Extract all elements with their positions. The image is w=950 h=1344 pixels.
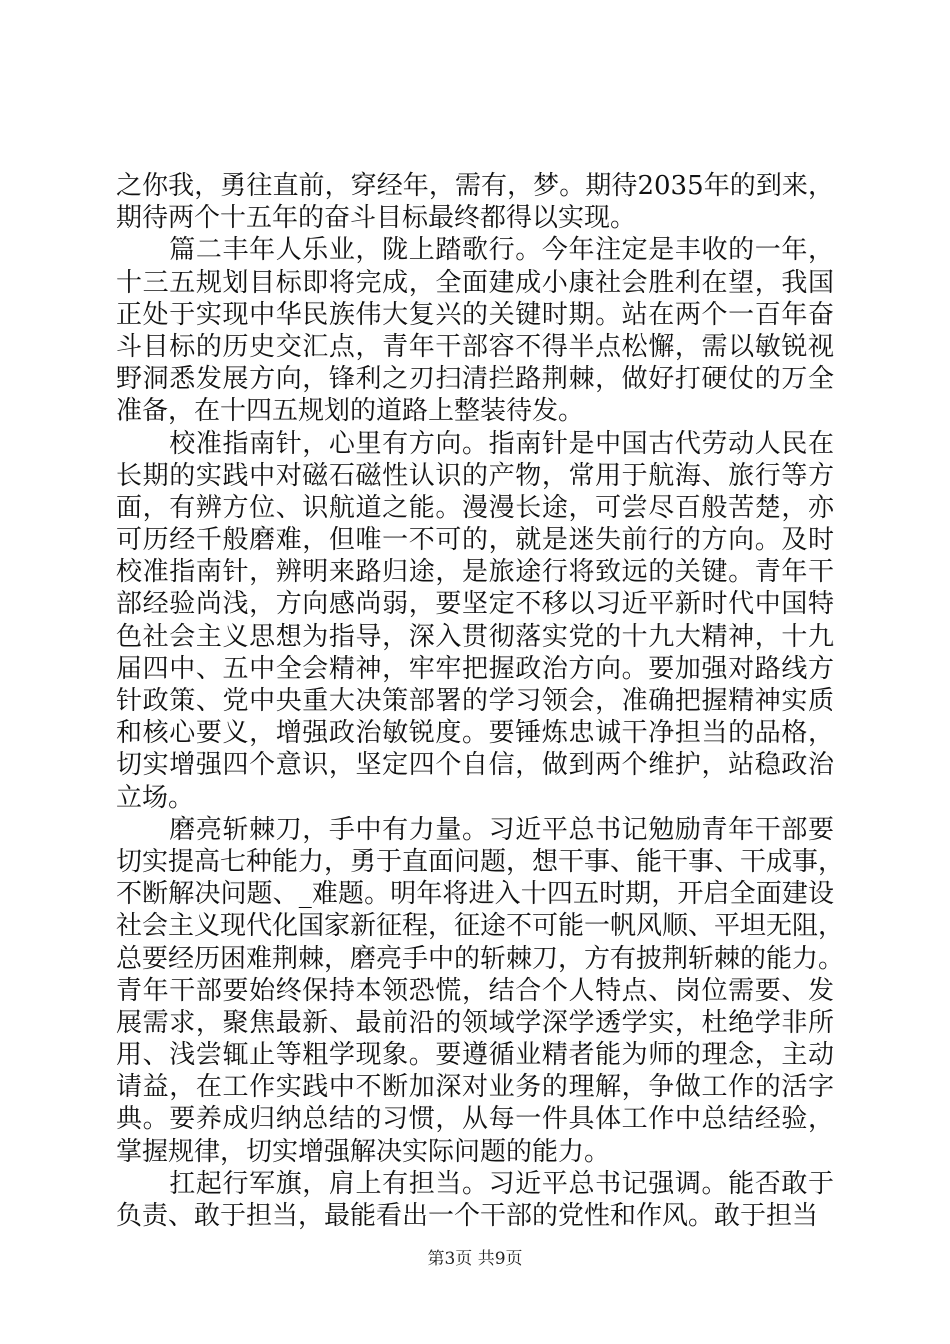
- text-line: 部经验尚浅，方向感尚弱，要坚定不移以习近平新时代中国特: [116, 589, 834, 620]
- page-footer: 第3页 共9页: [427, 1249, 523, 1269]
- text-line: 总要经历困难荆棘，磨亮手中的斩棘刀，方有披荆斩棘的能力。: [116, 943, 845, 974]
- paragraph: [116, 814, 845, 1168]
- text-line: 青年干部要始终保持本领恐慌，结合个人特点、岗位需要、发: [116, 975, 834, 1006]
- paragraph: [116, 234, 834, 427]
- text-line: 立场。: [116, 782, 195, 813]
- text-line: 之你我，勇往直前，穿经年，需有，梦。期待2035年的到来，: [116, 171, 834, 201]
- text-line: 磨亮斩棘刀，手中有力量。习近平总书记勉励青年干部要: [116, 814, 834, 845]
- text-line: 色社会主义思想为指导，深入贯彻落实党的十九大精神，十九: [116, 621, 834, 652]
- text-line: 届四中、五中全会精神，牢牢把握政治方向。要加强对路线方: [116, 653, 834, 684]
- text-line: 面，有辨方位、识航道之能。漫漫长途，可尝尽百般苦楚，亦: [116, 492, 834, 523]
- text-line: 可历经千般磨难，但唯一不可的，就是迷失前行的方向。及时: [116, 525, 834, 556]
- document-body: [116, 170, 845, 1232]
- paragraph: [116, 428, 834, 814]
- text-line: 用、浅尝辄止等粗学现象。要遵循业精者能为师的理念，主动: [116, 1040, 834, 1071]
- text-line: 野洞悉发展方向，锋利之刃扫清拦路荆棘，做好打硬仗的万全: [116, 364, 834, 395]
- text-line: 针政策、党中央重大决策部署的学习领会，准确把握精神实质: [116, 686, 834, 716]
- text-line: 准备，在十四五规划的道路上整装待发。: [116, 396, 585, 427]
- text-line: 校准指南针，心里有方向。指南针是中国古代劳动人民在: [116, 428, 834, 459]
- text-line: 典。要养成归纳总结的习惯，从每一件具体工作中总结经验，: [116, 1104, 834, 1135]
- text-line: 请益，在工作实践中不断加深对业务的理解，争做工作的活字: [116, 1072, 834, 1103]
- text-line: 社会主义现代化国家新征程，征途不可能一帆风顺、平坦无阻，: [116, 911, 845, 942]
- text-line: 负责、敢于担当，最能看出一个干部的党性和作风。敢于担当: [116, 1201, 819, 1231]
- text-line: 掌握规律，切实增强解决实际问题的能力。: [116, 1136, 611, 1167]
- paragraph: [116, 170, 834, 234]
- text-line: 期待两个十五年的奋斗目标最终都得以实现。: [116, 203, 637, 234]
- paragraph: [116, 1168, 834, 1232]
- text-line: 正处于实现中华民族伟大复兴的关键时期。站在两个一百年奋: [116, 299, 834, 330]
- text-line: 切实提高七种能力，勇于直面问题，想干事、能干事、干成事，: [116, 846, 845, 877]
- text-line: 斗目标的历史交汇点，青年干部容不得半点松懈，需以敏锐视: [116, 331, 834, 362]
- text-line: 长期的实践中对磁石磁性认识的产物，常用于航海、旅行等方: [116, 460, 834, 491]
- text-line: 展需求，聚焦最新、最前沿的领域学深学透学实，杜绝学非所: [116, 1007, 834, 1038]
- text-line: 和核心要义，增强政治敏锐度。要锤炼忠诚干净担当的品格，: [116, 718, 834, 749]
- text-line: 不断解决问题、_难题。明年将进入十四五时期，开启全面建设: [116, 879, 834, 910]
- text-line: 校准指南针，辨明来路归途，是旅途行将致远的关键。青年干: [116, 557, 834, 588]
- text-line: 篇二丰年人乐业，陇上踏歌行。今年注定是丰收的一年，: [116, 235, 834, 266]
- text-line: 扛起行军旗，肩上有担当。习近平总书记强调。能否敢于: [116, 1168, 834, 1199]
- text-line: 十三五规划目标即将完成，全面建成小康社会胜利在望，我国: [116, 267, 834, 298]
- text-line: 切实增强四个意识，坚定四个自信，做到两个维护，站稳政治: [116, 750, 834, 781]
